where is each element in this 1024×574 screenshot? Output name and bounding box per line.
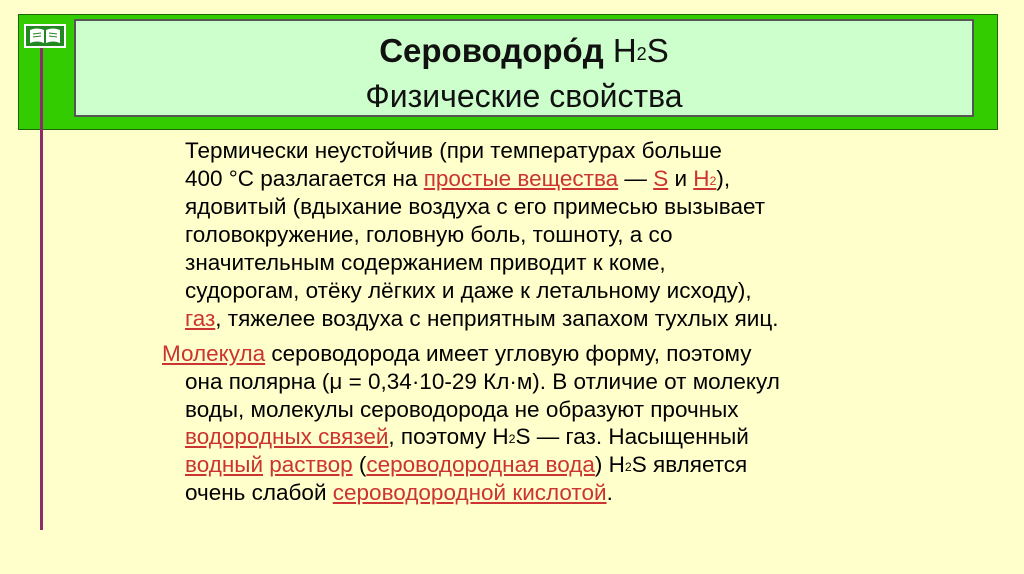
- text-line: [185, 451, 747, 482]
- text-run: очень слабой: [185, 480, 333, 505]
- text-run: (: [352, 452, 367, 477]
- title-formula-h: H: [612, 32, 637, 69]
- title-bold: Сероводоро́д: [379, 32, 604, 69]
- link-hydrogen[interactable]: [693, 166, 716, 191]
- text-line: [185, 479, 613, 506]
- title-formula-sub: 2: [636, 44, 647, 65]
- subscript: 2: [624, 459, 632, 474]
- text-line: она полярна (μ = 0,34·10-29 Кл·м). В отличие от молекул: [185, 369, 780, 394]
- text-run: сероводорода имеет угловую форму, поэтому: [265, 341, 752, 366]
- text-run: 400 °C разлагается на: [185, 166, 424, 191]
- text-run: S является: [631, 452, 748, 477]
- link-simple-substances[interactable]: простые вещества: [423, 166, 619, 191]
- link-hydrogen-sulfide-water[interactable]: сероводородная вода: [366, 452, 595, 477]
- text-run: и: [668, 166, 694, 191]
- link-molecule[interactable]: Молекула: [162, 341, 266, 366]
- text-run: .: [606, 480, 613, 505]
- slide-subtitle: Физические свойства: [365, 78, 683, 114]
- link-solution[interactable]: раствор: [269, 452, 353, 477]
- subscript: 2: [508, 431, 516, 446]
- text-line: судорогам, отёку лёгких и даже к летальному исходу),: [185, 278, 752, 303]
- link-aqueous[interactable]: водный: [185, 452, 264, 477]
- link-hydrosulfuric-acid[interactable]: сероводородной кислотой: [332, 480, 607, 505]
- text-line: [185, 305, 778, 332]
- title-formula-s: S: [646, 32, 669, 69]
- text-run: , тяжелее воздуха с неприятным запахом тухлых яиц.: [215, 306, 779, 331]
- text-line: головокружение, головную боль, тошноту, а со: [185, 222, 673, 247]
- text-line: [185, 165, 730, 196]
- text-line: Термически неустойчив (при температурах больше: [185, 138, 722, 163]
- subscript: 2: [709, 173, 717, 188]
- text-run: ) H: [594, 452, 625, 477]
- text-run: S — газ. Насыщенный: [515, 424, 749, 449]
- text-line: [162, 340, 752, 367]
- text-line: воды, молекулы сероводорода не образуют прочных: [185, 397, 739, 422]
- text-run: —: [618, 166, 654, 191]
- link-hydrogen-bonds[interactable]: водородных связей: [185, 424, 389, 449]
- text-line: [185, 423, 749, 454]
- text-run: ),: [716, 166, 731, 191]
- link-gas[interactable]: газ: [185, 306, 216, 331]
- text-run: H: [693, 166, 710, 191]
- link-sulfur[interactable]: S: [653, 166, 669, 191]
- text-run: , поэтому H: [388, 424, 509, 449]
- text-line: ядовитый (вдыхание воздуха с его примесью вызывает: [185, 194, 766, 219]
- text-line: значительным содержанием приводит к коме,: [185, 250, 666, 275]
